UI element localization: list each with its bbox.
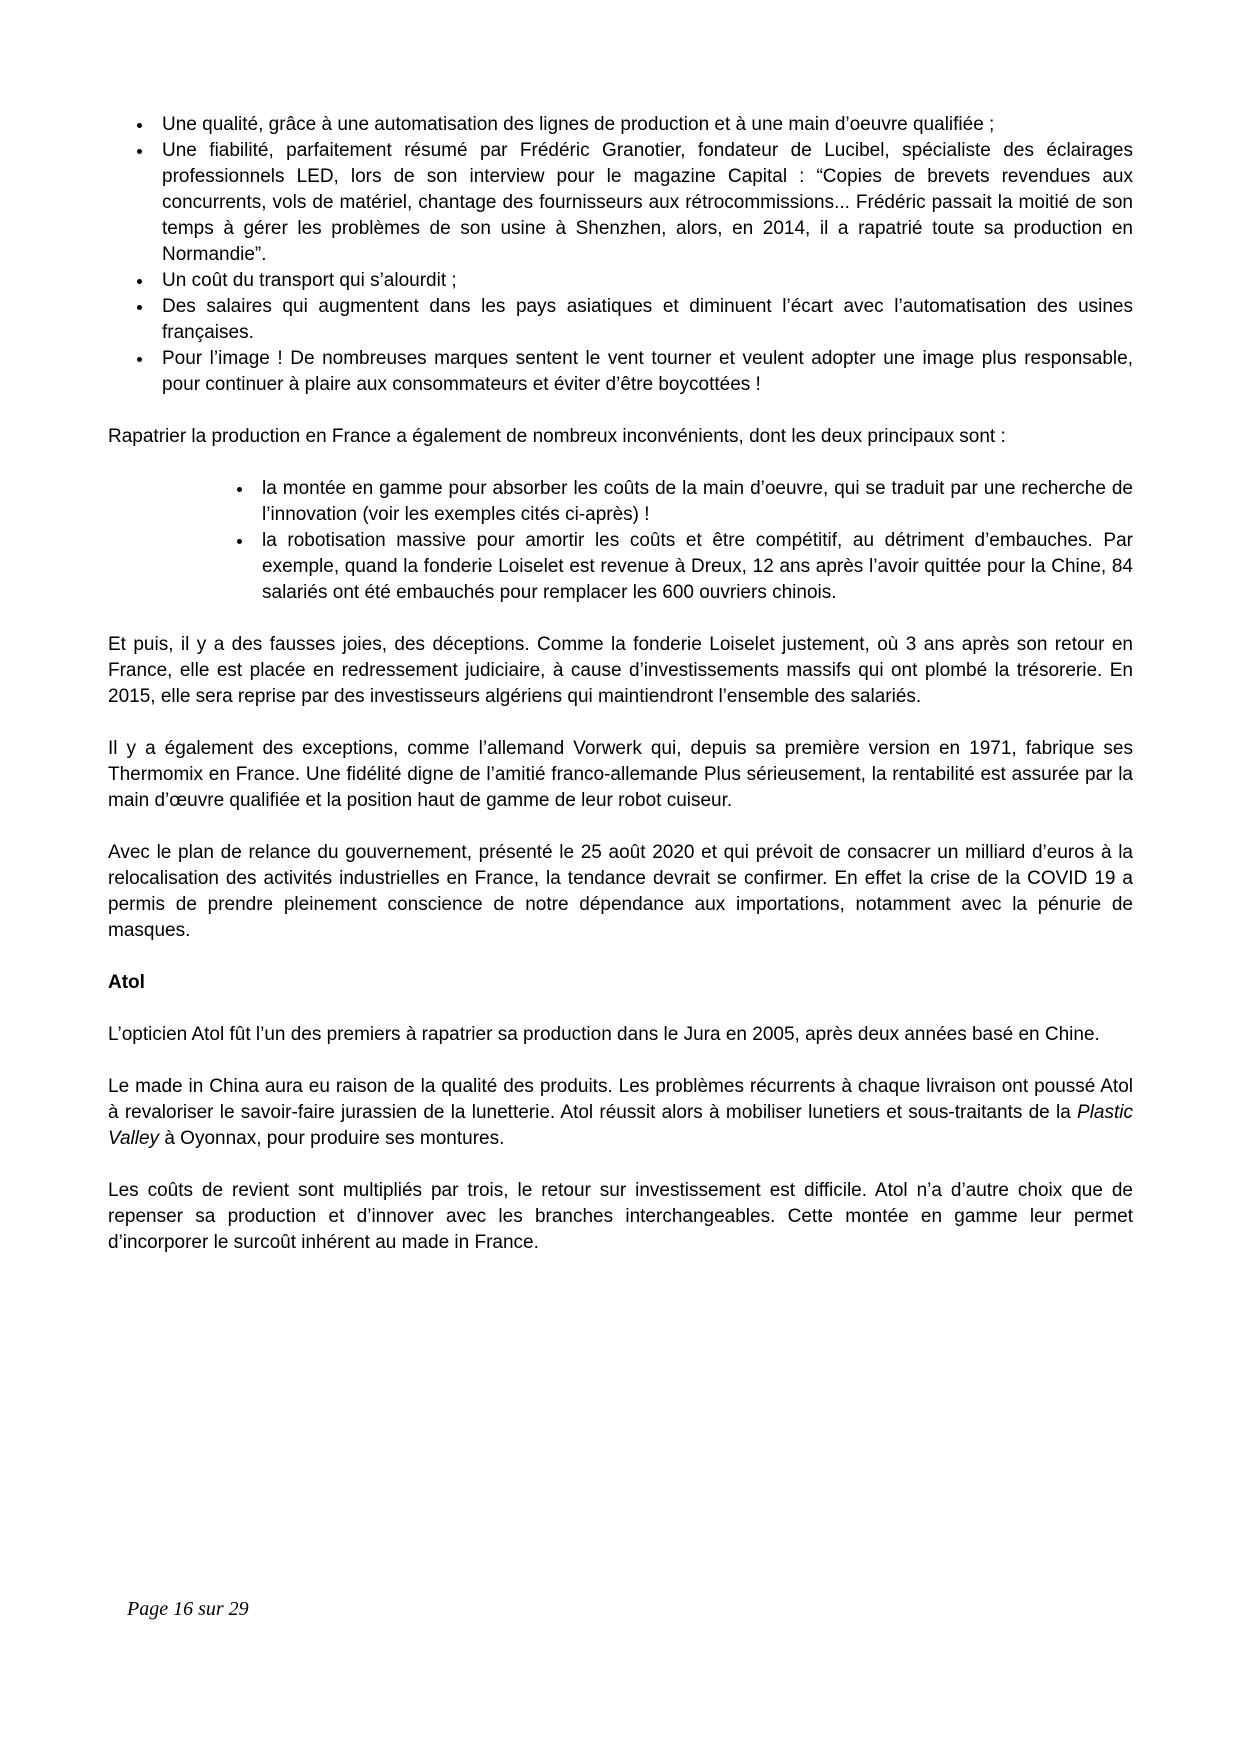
list-item: [162, 346, 1133, 398]
paragraph-deceptions: Et puis, il y a des fausses joies, des déceptions. Comme la fonderie Loiselet justement, où 3 ans après son retour en France, elle est placée en redressement judiciaire, à cause d’investissements massifs qui ont plombé la trésorerie. En 2015, elle sera reprise par des investisseurs algériens qui maintiendront l’ensemble des salariés.: [108, 634, 1133, 707]
paragraph-atol-2-start: Le made in China aura eu raison de la qualité des produits. Les problèmes récurrents à chaque livraison ont poussé Atol à revaloriser le savoir-faire jurassien de la lunetterie. Atol réussit alors à mobiliser lunetiers et sous-traitants de la: [108, 1076, 1133, 1123]
list-item: [162, 268, 1133, 294]
paragraph-exceptions: Il y a également des exceptions, comme l’allemand Vorwerk qui, depuis sa première version en 1971, fabrique ses Thermomix en France. Une fidélité digne de l’amitié franco-allemande Plus sérieusement, la rentabilité est assurée par la main d’œuvre qualifiée et la position haut de gamme de leur robot cuiseur.: [108, 738, 1133, 811]
drawbacks-list: [108, 476, 1133, 606]
section-heading-atol: Atol: [108, 972, 145, 993]
page-number-footer: Page 16 sur 29: [127, 1598, 249, 1620]
list-item: [162, 138, 1133, 268]
list-item-text: Des salaires qui augmentent dans les pays asiatiques et diminuent l’écart avec l’automatisation des usines françaises.: [162, 296, 1133, 343]
list-item: [262, 528, 1133, 606]
plastic-valley-italic: Plastic Valley: [108, 1102, 1133, 1149]
paragraph-atol-1: L’opticien Atol fût l’un des premiers à rapatrier sa production dans le Jura en 2005, après deux années basé en Chine.: [108, 1024, 1100, 1045]
list-item: [262, 476, 1133, 528]
list-item-text: Une qualité, grâce à une automatisation des lignes de production et à une main d’oeuvre qualifiée ;: [162, 114, 995, 135]
list-item-text: Pour l’image ! De nombreuses marques sentent le vent tourner et veulent adopter une image plus responsable, pour continuer à plaire aux consommateurs et éviter d’être boycottées !: [162, 348, 1133, 395]
paragraph-atol-2-end: à Oyonnax, pour produire ses montures.: [159, 1128, 505, 1149]
list-item: [162, 112, 1133, 138]
list-item-text: Un coût du transport qui s’alourdit ;: [162, 270, 457, 291]
list-item-text: la robotisation massive pour amortir les coûts et être compétitif, au détriment d’embauches. Par exemple, quand la fonderie Loiselet est revenue à Dreux, 12 ans après l’avoir quittée pour la Chine, 84 salariés ont été embauchés pour remplacer les 600 ouvriers chinois.: [262, 530, 1133, 603]
document-body: [108, 112, 1133, 1282]
advantages-list: [108, 112, 1133, 398]
paragraph-atol-2: [108, 1074, 1133, 1152]
list-item-text: Une fiabilité, parfaitement résumé par Frédéric Granotier, fondateur de Lucibel, spécialiste des éclairages professionnels LED, lors de son interview pour le magazine Capital : “Copies de brevets revendues aux concurrents, vols de matériel, chantage des fournisseurs aux rétrocommissions... Frédéric passait la moitié de son temps à gérer les problèmes de son usine à Shenzhen, alors, en 2014, il a rapatrié toute sa production en Normandie”.: [162, 140, 1133, 265]
paragraph-plan-relance: Avec le plan de relance du gouvernement, présenté le 25 août 2020 et qui prévoit de consacrer un milliard d’euros à la relocalisation des activités industrielles en France, la tendance devrait se confirmer. En effet la crise de la COVID 19 a permis de prendre pleinement conscience de notre dépendance aux importations, notamment avec la pénurie de masques.: [108, 842, 1133, 941]
paragraph-atol-3: Les coûts de revient sont multipliés par trois, le retour sur investissement est difficile. Atol n’a d’autre choix que de repenser sa production et d’innover avec les branches interchangeables. Cette montée en gamme leur permet d’incorporer le surcoût inhérent au made in France.: [108, 1180, 1133, 1253]
list-item: [162, 294, 1133, 346]
intro-paragraph: Rapatrier la production en France a également de nombreux inconvénients, dont les deux principaux sont :: [108, 426, 1006, 447]
list-item-text: la montée en gamme pour absorber les coûts de la main d’oeuvre, qui se traduit par une recherche de l’innovation (voir les exemples cités ci-après) !: [262, 478, 1133, 525]
